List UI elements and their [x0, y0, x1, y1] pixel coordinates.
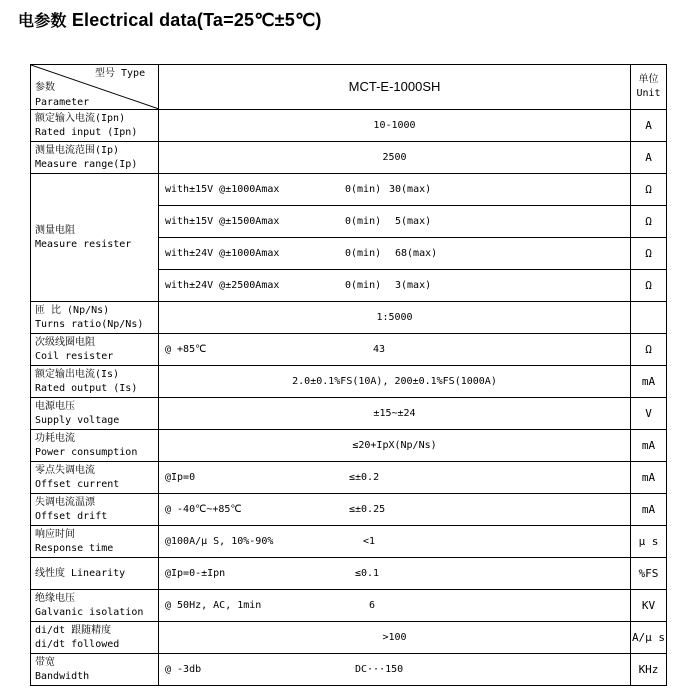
- sub-max: 3(max): [395, 279, 432, 291]
- value-cell: ±15~±24: [159, 398, 631, 430]
- table-row: [31, 462, 667, 494]
- value-cell: ≤20+IpX(Np/Ns): [159, 430, 631, 462]
- value-text: ≤±0.25: [349, 503, 386, 515]
- param-cn: 零点失调电流: [35, 464, 95, 476]
- unit-cell: μ s: [631, 526, 667, 558]
- param-cell: [31, 302, 159, 334]
- model-name: MCT-E-1000SH: [159, 65, 631, 110]
- table-row: [31, 430, 667, 462]
- value-cell: [159, 654, 631, 686]
- unit-cell: A: [631, 110, 667, 142]
- value-cell: [159, 494, 631, 526]
- value-cell: [159, 558, 631, 590]
- table-row: [31, 334, 667, 366]
- electrical-data-table: [30, 64, 667, 686]
- header-diagonal-cell: [31, 65, 159, 110]
- param-en: Coil resister: [35, 350, 114, 362]
- sub-min: 0(min): [345, 183, 382, 195]
- unit-cell: Ω: [631, 238, 667, 270]
- param-en: Offset drift: [35, 510, 108, 522]
- sub-value-cell: [159, 206, 631, 238]
- unit-cell: KV: [631, 590, 667, 622]
- condition-text: @Ip=0-±Ipn: [165, 567, 226, 579]
- sub-max: 68(max): [395, 247, 438, 259]
- unit-cell: A/μ s: [631, 622, 667, 654]
- sub-value-cell: [159, 174, 631, 206]
- param-cell: [31, 142, 159, 174]
- param-cell: [31, 334, 159, 366]
- value-text: ≤±0.2: [349, 471, 380, 483]
- value-cell: [159, 590, 631, 622]
- value-cell: [159, 334, 631, 366]
- value-text: 6: [369, 599, 376, 611]
- param-cn: 测量电阻: [35, 224, 75, 236]
- value-text: DC···150: [355, 663, 404, 675]
- param-cell: [31, 590, 159, 622]
- table-row: [31, 590, 667, 622]
- table-row: [31, 398, 667, 430]
- unit-cell: A: [631, 142, 667, 174]
- condition-text: @Ip=0: [165, 471, 196, 483]
- unit-cell: mA: [631, 366, 667, 398]
- sub-condition: with±24V @±2500Amax: [165, 279, 280, 291]
- value-cell: 2.0±0.1%FS(10A), 200±0.1%FS(1000A): [159, 366, 631, 398]
- header-param-cn: 参数: [35, 82, 55, 93]
- unit-header-cn: 单位: [638, 74, 659, 85]
- value-cell: 1:5000: [159, 302, 631, 334]
- sub-max: 30(max): [389, 183, 432, 195]
- param-en: Turns ratio(Np/Ns): [35, 318, 144, 330]
- table-row: [31, 142, 667, 174]
- param-cn: 响应时间: [35, 528, 75, 540]
- param-cn: 绝缘电压: [35, 592, 75, 604]
- condition-text: @100A/μ S, 10%-90%: [165, 535, 274, 547]
- param-cn: 额定输出电流(Is): [35, 368, 120, 380]
- unit-header-en: Unit: [636, 88, 661, 99]
- table-row: [31, 494, 667, 526]
- param-cell: [31, 110, 159, 142]
- table-row: [31, 526, 667, 558]
- unit-cell: %FS: [631, 558, 667, 590]
- sub-condition: with±24V @±1000Amax: [165, 247, 280, 259]
- param-cn: 额定输入电流(Ipn): [35, 112, 126, 124]
- table-row: [31, 174, 667, 206]
- param-cn: 电源电压: [35, 400, 75, 412]
- page-title: [18, 8, 322, 31]
- unit-cell: mA: [631, 494, 667, 526]
- param-cn: di/dt 跟随精度: [35, 624, 112, 636]
- param-cn: 带宽: [35, 656, 55, 668]
- param-en: Supply voltage: [35, 414, 120, 426]
- value-cell: 10-1000: [159, 110, 631, 142]
- param-en: Galvanic isolation: [35, 606, 144, 618]
- param-en: Bandwidth: [35, 670, 90, 682]
- unit-header: [631, 65, 667, 110]
- table-row: [31, 622, 667, 654]
- condition-text: @ -40℃~+85℃: [165, 503, 242, 515]
- title-en: Electrical data(Ta=25℃±5℃): [71, 10, 322, 30]
- unit-cell: KHz: [631, 654, 667, 686]
- sub-max: 5(max): [395, 215, 432, 227]
- table-row: [31, 654, 667, 686]
- param-cell: [31, 526, 159, 558]
- sub-min: 0(min): [345, 247, 382, 259]
- param-cell: [31, 622, 159, 654]
- param-en: Measure resister: [35, 238, 132, 250]
- sub-min: 0(min): [345, 279, 382, 291]
- table-row: [31, 110, 667, 142]
- param-cn: 失调电流温漂: [35, 496, 95, 508]
- param-cell: [31, 494, 159, 526]
- unit-cell: V: [631, 398, 667, 430]
- param-en: Response time: [35, 542, 114, 554]
- param-en: di/dt followed: [35, 638, 120, 650]
- header-param-en: Parameter: [35, 97, 90, 108]
- param-en: Rated output (Is): [35, 382, 138, 394]
- param-cn: 测量电流范围(Ip): [35, 144, 120, 156]
- condition-text: @ +85℃: [165, 343, 207, 355]
- table-row: [31, 558, 667, 590]
- unit-cell: mA: [631, 462, 667, 494]
- param-en: Measure range(Ip): [35, 158, 138, 170]
- unit-cell: Ω: [631, 270, 667, 302]
- value-text: <1: [363, 535, 376, 547]
- sub-value-cell: [159, 270, 631, 302]
- header-model-label: 型号 Type: [95, 68, 146, 79]
- unit-cell: Ω: [631, 206, 667, 238]
- unit-cell: Ω: [631, 174, 667, 206]
- unit-cell: [631, 302, 667, 334]
- param-en: Power consumption: [35, 446, 138, 458]
- value-text: ≤0.1: [355, 567, 380, 579]
- param-cell: [31, 366, 159, 398]
- param-cell: [31, 430, 159, 462]
- sub-condition: with±15V @±1000Amax: [165, 183, 280, 195]
- param-cell: [31, 398, 159, 430]
- param-cn: 匝 比 (Np/Ns): [35, 304, 110, 316]
- param-cn: 功耗电流: [35, 432, 75, 444]
- param-label: 线性度 Linearity: [35, 567, 126, 579]
- table-row: [31, 366, 667, 398]
- condition-text: @ -3db: [165, 663, 202, 675]
- unit-cell: Ω: [631, 334, 667, 366]
- value-cell: 2500: [159, 142, 631, 174]
- sub-value-cell: [159, 238, 631, 270]
- param-cell: [31, 462, 159, 494]
- value-cell: >100: [159, 622, 631, 654]
- param-cell: [31, 654, 159, 686]
- title-cn: 电参数: [18, 11, 67, 30]
- unit-cell: mA: [631, 430, 667, 462]
- value-cell: [159, 462, 631, 494]
- table-header-row: [31, 65, 667, 110]
- condition-text: @ 50Hz, AC, 1min: [165, 599, 262, 611]
- value-text: 43: [373, 343, 386, 355]
- sub-min: 0(min): [345, 215, 382, 227]
- param-en: Rated input (Ipn): [35, 126, 138, 138]
- param-cell: [31, 558, 159, 590]
- table-row: [31, 302, 667, 334]
- sub-condition: with±15V @±1500Amax: [165, 215, 280, 227]
- value-cell: [159, 526, 631, 558]
- param-cell: [31, 174, 159, 302]
- param-cn: 次级线圈电阻: [35, 336, 95, 348]
- param-en: Offset current: [35, 478, 120, 490]
